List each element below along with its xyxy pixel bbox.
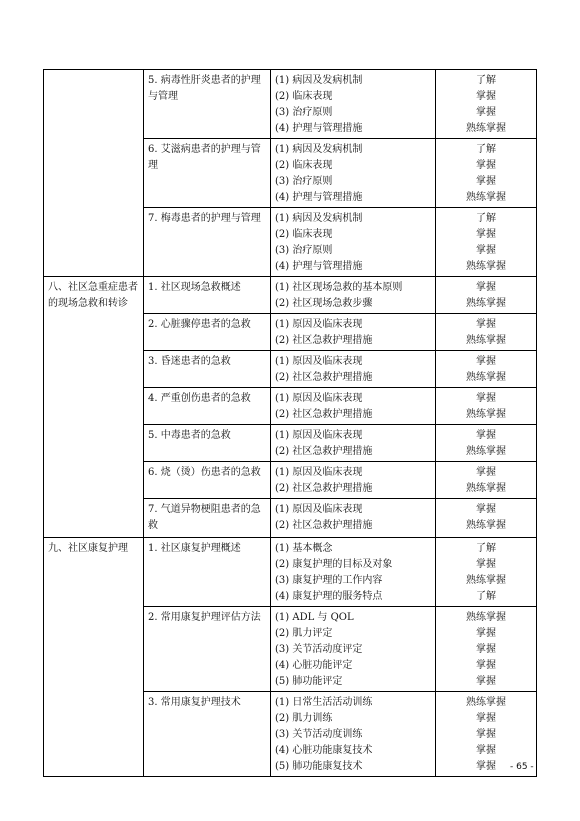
content-item: (2) 社区急救护理措施 bbox=[275, 483, 373, 494]
content-cell bbox=[271, 277, 436, 314]
requirement-level: 熟练掌握 bbox=[466, 192, 506, 203]
requirement-level: 熟练掌握 bbox=[466, 298, 506, 309]
requirement-cell bbox=[436, 70, 537, 139]
requirement-level: 熟练掌握 bbox=[466, 372, 506, 383]
topic-cell bbox=[144, 277, 271, 314]
topic-title: 1. 社区康复护理概述 bbox=[148, 543, 241, 554]
requirement-level: 掌握 bbox=[476, 245, 496, 256]
requirement-level: 熟练掌握 bbox=[466, 123, 506, 134]
topic-title: 6. 烧（烫）伤患者的急救 bbox=[148, 467, 261, 478]
requirement-level: 掌握 bbox=[476, 504, 496, 515]
topic-title: 1. 社区现场急救概述 bbox=[148, 282, 241, 293]
content-cell bbox=[271, 462, 436, 499]
content-cell bbox=[271, 70, 436, 139]
content-item: (3) 康复护理的工作内容 bbox=[275, 575, 383, 586]
content-item: (1) ADL 与 QOL bbox=[275, 612, 354, 623]
requirement-level: 掌握 bbox=[476, 160, 496, 171]
topic-cell bbox=[144, 499, 271, 538]
section-cell bbox=[44, 277, 144, 538]
requirement-cell bbox=[436, 277, 537, 314]
topic-title: 5. 中毒患者的急救 bbox=[148, 430, 231, 441]
requirement-cell bbox=[436, 425, 537, 462]
topic-cell bbox=[144, 208, 271, 277]
content-item: (2) 临床表现 bbox=[275, 91, 333, 102]
requirement-level: 掌握 bbox=[476, 761, 496, 772]
requirement-level: 掌握 bbox=[476, 467, 496, 478]
content-item: (1) 病因及发病机制 bbox=[275, 144, 363, 155]
requirement-level: 掌握 bbox=[476, 559, 496, 570]
syllabus-table bbox=[43, 69, 537, 777]
requirement-level: 掌握 bbox=[476, 713, 496, 724]
requirement-level: 掌握 bbox=[476, 628, 496, 639]
content-item: (3) 治疗原则 bbox=[275, 176, 333, 187]
content-item: (4) 护理与管理措施 bbox=[275, 261, 363, 272]
requirement-level: 熟练掌握 bbox=[466, 483, 506, 494]
section-title: 九、社区康复护理 bbox=[48, 543, 128, 554]
requirement-cell bbox=[436, 314, 537, 351]
content-cell bbox=[271, 314, 436, 351]
topic-title: 3. 昏迷患者的急救 bbox=[148, 356, 231, 367]
content-cell bbox=[271, 351, 436, 388]
table-row bbox=[44, 538, 537, 607]
content-item: (2) 临床表现 bbox=[275, 160, 333, 171]
content-cell bbox=[271, 139, 436, 208]
topic-title: 5. 病毒性肝炎患者的护理与管理 bbox=[148, 75, 261, 102]
requirement-level: 了解 bbox=[476, 591, 496, 602]
content-item: (2) 社区现场急救步骤 bbox=[275, 298, 373, 309]
content-item: (1) 原因及临床表现 bbox=[275, 393, 363, 404]
content-cell bbox=[271, 538, 436, 607]
content-item: (2) 肌力训练 bbox=[275, 713, 333, 724]
content-item: (4) 护理与管理措施 bbox=[275, 192, 363, 203]
requirement-level: 熟练掌握 bbox=[466, 446, 506, 457]
syllabus-table-body bbox=[44, 70, 537, 777]
topic-cell bbox=[144, 351, 271, 388]
requirement-cell bbox=[436, 208, 537, 277]
content-item: (2) 社区急救护理措施 bbox=[275, 446, 373, 457]
content-item: (1) 基本概念 bbox=[275, 543, 333, 554]
content-item: (3) 治疗原则 bbox=[275, 107, 333, 118]
requirement-level: 了解 bbox=[476, 144, 496, 155]
requirement-level: 掌握 bbox=[476, 644, 496, 655]
requirement-level: 掌握 bbox=[476, 319, 496, 330]
requirement-cell bbox=[436, 139, 537, 208]
requirement-level: 掌握 bbox=[476, 176, 496, 187]
content-item: (2) 社区急救护理措施 bbox=[275, 335, 373, 346]
topic-cell bbox=[144, 70, 271, 139]
requirement-level: 熟练掌握 bbox=[466, 612, 506, 623]
requirement-level: 熟练掌握 bbox=[466, 261, 506, 272]
content-item: (2) 康复护理的目标及对象 bbox=[275, 559, 393, 570]
content-item: (2) 社区急救护理措施 bbox=[275, 409, 373, 420]
topic-title: 2. 心脏骤停患者的急救 bbox=[148, 319, 251, 330]
content-cell bbox=[271, 388, 436, 425]
content-item: (2) 临床表现 bbox=[275, 229, 333, 240]
table-row bbox=[44, 70, 537, 139]
requirement-level: 掌握 bbox=[476, 745, 496, 756]
content-cell bbox=[271, 607, 436, 692]
content-item: (3) 关节活动度训练 bbox=[275, 729, 363, 740]
content-item: (1) 病因及发病机制 bbox=[275, 75, 363, 86]
topic-cell bbox=[144, 538, 271, 607]
topic-cell bbox=[144, 607, 271, 692]
requirement-level: 掌握 bbox=[476, 107, 496, 118]
requirement-level: 了解 bbox=[476, 543, 496, 554]
requirement-cell bbox=[436, 351, 537, 388]
topic-title: 3. 常用康复护理技术 bbox=[148, 697, 241, 708]
requirement-level: 掌握 bbox=[476, 729, 496, 740]
topic-cell bbox=[144, 462, 271, 499]
content-item: (4) 康复护理的服务特点 bbox=[275, 591, 383, 602]
requirement-level: 掌握 bbox=[476, 282, 496, 293]
requirement-level: 掌握 bbox=[476, 660, 496, 671]
content-item: (1) 原因及临床表现 bbox=[275, 356, 363, 367]
requirement-cell bbox=[436, 499, 537, 538]
section-cell bbox=[44, 538, 144, 777]
content-item: (5) 肺功能康复技术 bbox=[275, 761, 363, 772]
content-item: (1) 原因及临床表现 bbox=[275, 467, 363, 478]
content-item: (4) 护理与管理措施 bbox=[275, 123, 363, 134]
requirement-level: 熟练掌握 bbox=[466, 335, 506, 346]
content-item: (4) 心脏功能评定 bbox=[275, 660, 353, 671]
topic-cell bbox=[144, 692, 271, 777]
requirement-level: 了解 bbox=[476, 75, 496, 86]
requirement-level: 掌握 bbox=[476, 393, 496, 404]
table-row bbox=[44, 277, 537, 314]
requirement-level: 掌握 bbox=[476, 430, 496, 441]
content-item: (1) 原因及临床表现 bbox=[275, 319, 363, 330]
content-item: (3) 关节活动度评定 bbox=[275, 644, 363, 655]
requirement-level: 掌握 bbox=[476, 356, 496, 367]
topic-title: 2. 常用康复护理评估方法 bbox=[148, 612, 261, 623]
content-item: (1) 日常生活活动训练 bbox=[275, 697, 373, 708]
requirement-cell bbox=[436, 607, 537, 692]
content-item: (1) 社区现场急救的基本原则 bbox=[275, 282, 403, 293]
topic-title: 6. 艾滋病患者的护理与管理 bbox=[148, 144, 261, 171]
requirement-level: 掌握 bbox=[476, 676, 496, 687]
topic-cell bbox=[144, 425, 271, 462]
requirement-cell bbox=[436, 462, 537, 499]
topic-title: 4. 严重创伤患者的急救 bbox=[148, 393, 251, 404]
content-cell bbox=[271, 425, 436, 462]
section-title: 八、社区急重症患者的现场急救和转诊 bbox=[48, 282, 138, 309]
content-cell bbox=[271, 692, 436, 777]
requirement-level: 掌握 bbox=[476, 229, 496, 240]
content-item: (2) 社区急救护理措施 bbox=[275, 372, 373, 383]
topic-title: 7. 梅毒患者的护理与管理 bbox=[148, 213, 261, 224]
section-cell bbox=[44, 70, 144, 277]
content-item: (1) 原因及临床表现 bbox=[275, 504, 363, 515]
requirement-level: 了解 bbox=[476, 213, 496, 224]
topic-title: 7. 气道异物梗阻患者的急救 bbox=[148, 504, 261, 531]
requirement-level: 熟练掌握 bbox=[466, 575, 506, 586]
page-number: - 65 - bbox=[510, 762, 534, 772]
content-item: (2) 社区急救护理措施 bbox=[275, 520, 373, 531]
content-cell bbox=[271, 499, 436, 538]
content-item: (5) 肺功能评定 bbox=[275, 676, 343, 687]
content-item: (1) 原因及临床表现 bbox=[275, 430, 363, 441]
content-item: (1) 病因及发病机制 bbox=[275, 213, 363, 224]
requirement-level: 熟练掌握 bbox=[466, 409, 506, 420]
content-item: (2) 肌力评定 bbox=[275, 628, 333, 639]
requirement-cell bbox=[436, 538, 537, 607]
requirement-level: 熟练掌握 bbox=[466, 697, 506, 708]
content-item: (4) 心脏功能康复技术 bbox=[275, 745, 373, 756]
requirement-level: 熟练掌握 bbox=[466, 520, 506, 531]
topic-cell bbox=[144, 314, 271, 351]
topic-cell bbox=[144, 139, 271, 208]
topic-cell bbox=[144, 388, 271, 425]
requirement-cell bbox=[436, 388, 537, 425]
requirement-level: 掌握 bbox=[476, 91, 496, 102]
content-cell bbox=[271, 208, 436, 277]
content-item: (3) 治疗原则 bbox=[275, 245, 333, 256]
